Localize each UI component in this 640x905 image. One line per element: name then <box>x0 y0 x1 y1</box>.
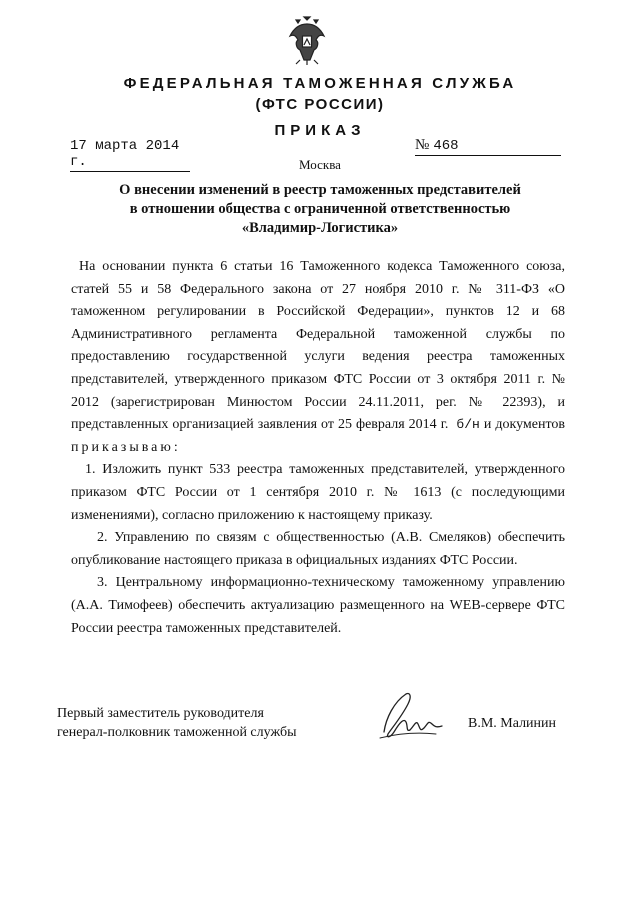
agency-abbreviation: (ФТС РОССИИ) <box>255 96 385 113</box>
order-item-2: 2. Управлению по связям с общественностью (А.В. Смеляков) обеспечить опубликование настоящего приказа в официальных изданиях ФТС России. <box>71 530 565 568</box>
document-number <box>415 137 561 156</box>
preamble-text: На основании пункта 6 статьи 16 Таможенного кодекса Таможенного союза, статей 55 и 58 Федерального закона от 27 ноября 2010 г. № 311-ФЗ «О таможенном регулировании в Российской Федерации», пунктов 12 и 68 Административного регламента Федеральной таможенной службы по предоставлению государственной услуги ведения реестра таможенных представителей, утвержденного приказом ФТС России от 3 октября 2011 г. № 2012 (зарегистрирован Минюстом России 24.11.2011, рег. № 22393), и представленных организацией заявления от 25 февраля 2014 г. <box>71 259 565 433</box>
position-line: генерал-полковник таможенной службы <box>57 725 297 740</box>
document-type: ПРИКАЗ <box>274 122 366 139</box>
title-line: «Владимир-Логистика» <box>241 220 399 236</box>
order-word: приказываю: <box>71 439 181 455</box>
order-item-1: 1. Изложить пункт 533 реестра таможенных представителей, утвержденного приказом ФТС России от 1 сентября 2010 г. № 1613 (с последующими изменениями), согласно приложению к настоящему приказу. <box>71 462 565 523</box>
handwritten-signature <box>376 688 446 744</box>
number-value: 468 <box>433 138 459 154</box>
document-date: 17 марта 2014 г. <box>70 138 190 172</box>
signatory-name: В.М. Малинин <box>468 716 557 731</box>
coat-of-arms-emblem <box>286 14 328 66</box>
title-line: в отношении общества с ограниченной ответственностью <box>129 201 511 217</box>
title-line: О внесении изменений в реестр таможенных представителей <box>119 182 521 198</box>
docs-text: и документов <box>483 417 566 433</box>
document-body <box>71 256 565 640</box>
preamble-paragraph <box>71 256 565 459</box>
position-line: Первый заместитель руководителя <box>57 706 264 721</box>
signatory-position <box>57 704 296 742</box>
order-item-3: 3. Центральному информационно-техническому таможенному управлению (А.А. Тимофеев) обеспечить актуализацию размещенного на WEB-сервере ФТС России реестра таможенных представителей. <box>71 575 565 636</box>
number-label: № <box>415 137 430 153</box>
document-title <box>0 181 640 238</box>
document-city: Москва <box>299 157 341 172</box>
agency-name: ФЕДЕРАЛЬНАЯ ТАМОЖЕННАЯ СЛУЖБА <box>123 75 517 92</box>
preamble-mark: б/н <box>456 417 480 433</box>
